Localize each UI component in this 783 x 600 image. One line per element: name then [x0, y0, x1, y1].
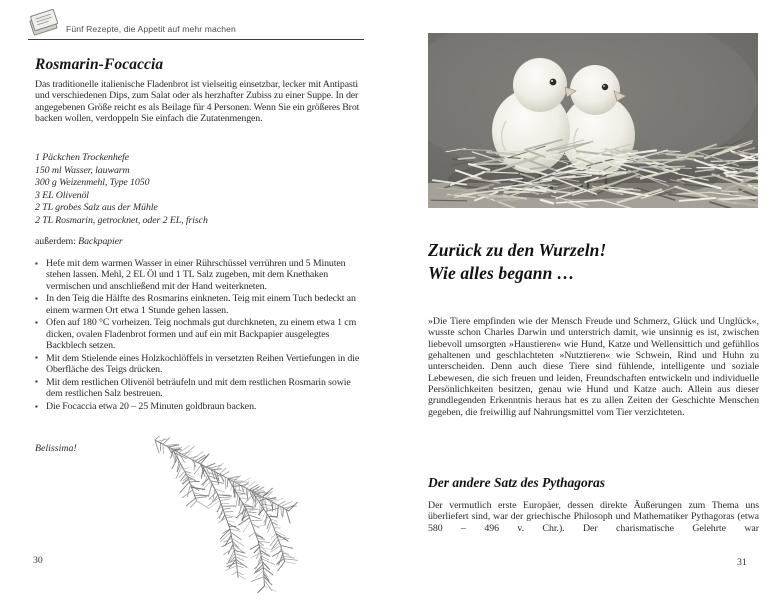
- header-rule: [28, 39, 364, 40]
- chapter-paragraph-1: »Die Tiere empfinden wie der Mensch Freude und Schmerz, Glück und Unglück«, wusste schon Charles Darwin und unterstrich damit, wie unsinnig es ist, zwischen liebevoll umsorgten »Haustieren« wie Hund, Katze und Wellensittich und gefühllos gehaltenen und geschlachteten »Nutztieren« wie Schwein, Rind und Huhn zu unterscheiden. Denn auch diese Tiere sind fühlende, intelligente und soziale Lebewesen, die sich freuen und leiden, Freundschaften entwickeln und individuelle Persönlichkeiten besitzen, genau wie Hund und Katze auch. Allein aus dieser grundlegenden Erkenntnis heraus hat es zu allen Zeiten der Geschichte Menschen gegeben, die freiwillig auf Nahrungsmittel vom Tier verzichteten.: [428, 316, 759, 418]
- step-item: ▪ Mit dem Stielende eines Holzkochlöffels in versetzten Reihen Vertiefungen in die Oberfläche des Teigs drücken.: [35, 353, 368, 376]
- section-subheading: Der andere Satz des Pythagoras: [428, 475, 606, 490]
- ingredient-line: 2 TL grobes Salz aus der Mühle: [35, 202, 158, 214]
- step-item: ▪ In den Teig die Hälfte des Rosmarins einkneten. Teig mit einem Tuch bedeckt an einem warmen Ort etwa 1 Stunde gehen lassen.: [35, 293, 368, 316]
- step-item: ▪ Die Focaccia etwa 20 – 25 Minuten goldbraun backen.: [35, 401, 368, 412]
- extra-value: Backpapier: [78, 236, 123, 247]
- chapter-title-line1: Zurück zu den Wurzeln!: [428, 240, 607, 260]
- closing-exclamation: Belissima!: [35, 443, 77, 454]
- chapter-paragraph-2: Der vermutlich erste Europäer, dessen direkte Äußerungen zum Thema uns überliefert sind, war der griechische Philosoph und Mathematiker Pythagoras (etwa 580 – 496 v. Chr.). Der charismatische Gelehrte war: [428, 500, 759, 534]
- step-item: ▪ Ofen auf 180 °C vorheizen. Teig nochmals gut durchkneten, zu einem etwa 1 cm dicken, ovalen Fladenbrot formen und auf ein mit Backpapier ausgelegtes Backblech setzen.: [35, 317, 368, 351]
- step-item: ▪ Hefe mit dem warmen Wasser in einer Rührschüssel verrühren und 5 Minuten stehen lassen. Mehl, 2 EL Öl und 1 TL Salz zugeben, mit dem Knethaken vermischen und anschließend mit der Hand weiterkneten.: [35, 258, 368, 292]
- step-item: ▪ Mit dem restlichen Olivenöl beträufeln und mit dem restlichen Rosmarin sowie dem restlichen Salz bestreuen.: [35, 377, 368, 400]
- ingredient-line: 3 EL Olivenöl: [35, 189, 89, 201]
- ingredient-line: 2 TL Rosmarin, getrocknet, oder 2 EL, frisch: [35, 214, 208, 226]
- ingredients-list: [35, 152, 355, 228]
- two-chicks-illustration: [428, 33, 758, 208]
- recipe-title: Rosmarin-Focaccia: [35, 56, 164, 73]
- chapter-title: [428, 239, 606, 285]
- recipe-intro: Das traditionelle italienische Fladenbrot ist vielseitig einsetzbar, lecker mit Antipasti und verschiedenen Dips, zum Salat oder als herzhafter Zubiss zu einer Suppe. In der angegebenen Größe reicht es als Beilage für 4 Personen. Wenn Sie ein größeres Brot backen wollen, verdoppeln Sie einfach die Zutatenmengen.: [35, 79, 360, 125]
- rosemary-sprig-illustration: [148, 436, 312, 598]
- chapter-title-line2: Wie alles begann …: [428, 263, 575, 283]
- ingredient-line: 1 Päckchen Trockenhefe: [35, 152, 129, 163]
- notebook-icon: [24, 6, 64, 40]
- ingredient-line: 300 g Weizenmehl, Type 1050: [35, 177, 150, 189]
- page-number-right: 31: [737, 557, 747, 568]
- running-header-text: Fünf Rezepte, die Appetit auf mehr machen: [66, 24, 236, 34]
- ingredient-line: 150 ml Wasser, lauwarm: [35, 164, 130, 176]
- preparation-steps-list: [35, 258, 368, 414]
- extra-label: außerdem:: [35, 236, 76, 247]
- page-number-left: 30: [33, 555, 43, 566]
- extra-equipment-line: [35, 236, 123, 247]
